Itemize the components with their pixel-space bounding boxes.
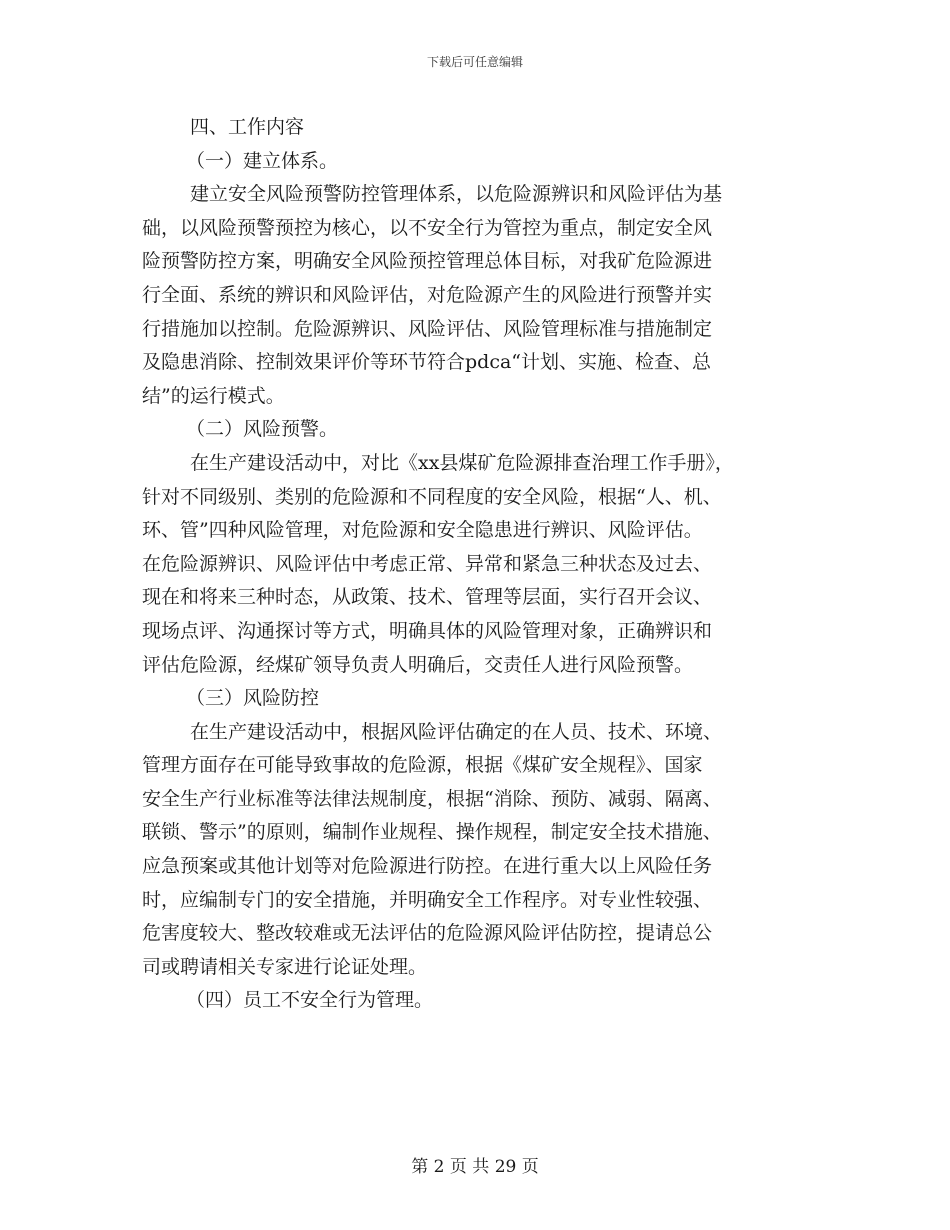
paragraph-line: 险预警防控方案，明确安全风险预控管理总体目标，对我矿危险源进 xyxy=(142,250,713,273)
paragraph-line: 行全面、系统的辨识和风险评估，对危险源产生的风险进行预警并实 xyxy=(142,283,713,306)
paragraph-line: 在生产建设活动中，对比《xx县煤矿危险源排查治理工作手册》， xyxy=(190,451,734,474)
paragraph-line: 在生产建设活动中，根据风险评估确定的在人员、技术、环境、 xyxy=(190,720,723,743)
total-label: 共 xyxy=(472,1157,490,1177)
paragraph-line: 建立安全风险预警防控管理体系，以危险源辨识和风险评估为基 xyxy=(190,183,723,206)
paragraph-line: 础，以风险预警预控为核心，以不安全行为管控为重点，制定安全风 xyxy=(142,216,713,239)
subsection-heading: （二）风险预警。 xyxy=(186,418,339,441)
paragraph-line: 结”的运行模式。 xyxy=(142,384,285,407)
page-header: 下载后可任意编辑 xyxy=(426,55,523,69)
page-number: 2 xyxy=(433,1157,445,1177)
paragraph-line: 评估危险源，经煤矿领导负责人明确后，交责任人进行风险预警。 xyxy=(142,653,694,676)
paragraph-line: 行措施加以控制。危险源辨识、风险评估、风险管理标准与措施制定 xyxy=(142,317,713,340)
subsection-heading: （一）建立体系。 xyxy=(186,149,339,172)
paragraph-line: 针对不同级别、类别的危险源和不同程度的安全风险，根据“人、机、 xyxy=(142,485,722,508)
paragraph-line: 管理方面存在可能导致事故的危险源，根据《煤矿安全规程》、国家 xyxy=(142,754,703,777)
document-body xyxy=(142,111,810,1018)
page-footer xyxy=(0,1156,950,1178)
paragraph-line: 安全生产行业标准等法律法规制度，根据“消除、预防、减弱、隔离、 xyxy=(142,787,722,810)
subsection-heading: （三）风险防控 xyxy=(186,687,320,710)
paragraph-line: 现场点评、沟通探讨等方式，明确具体的风险管理对象，正确辨识和 xyxy=(142,619,713,642)
paragraph-line: 应急预案或其他计划等对危险源进行防控。在进行重大以上风险任务 xyxy=(142,855,713,878)
page-label-prefix: 第 xyxy=(411,1157,429,1177)
paragraph-line: 联锁、警示”的原则，编制作业规程、操作规程，制定安全技术措施、 xyxy=(142,821,722,844)
subsection-heading: （四）员工不安全行为管理。 xyxy=(186,989,434,1012)
total-pages: 29 xyxy=(494,1157,517,1177)
paragraph-line: 及隐患消除、控制效果评价等环节符合pdca“计划、实施、检查、总 xyxy=(142,351,712,374)
paragraph-line: 司或聘请相关专家进行论证处理。 xyxy=(142,955,428,978)
paragraph-line: 时，应编制专门的安全措施，并明确安全工作程序。对专业性较强、 xyxy=(142,888,713,911)
page-label-suffix: 页 xyxy=(521,1157,539,1177)
paragraph-line: 在危险源辨识、风险评估中考虑正常、异常和紧急三种状态及过去、 xyxy=(142,552,713,575)
paragraph-line: 现在和将来三种时态，从政策、技术、管理等层面，实行召开会议、 xyxy=(142,586,713,609)
paragraph-line: 危害度较大、整改较难或无法评估的危险源风险评估防控，提请总公 xyxy=(142,922,713,945)
section-heading: 四、工作内容 xyxy=(190,116,305,138)
paragraph-line: 环、管”四种风险管理，对危险源和安全隐患进行辨识、风险评估。 xyxy=(142,519,703,542)
page-label-mid: 页 xyxy=(449,1157,467,1177)
